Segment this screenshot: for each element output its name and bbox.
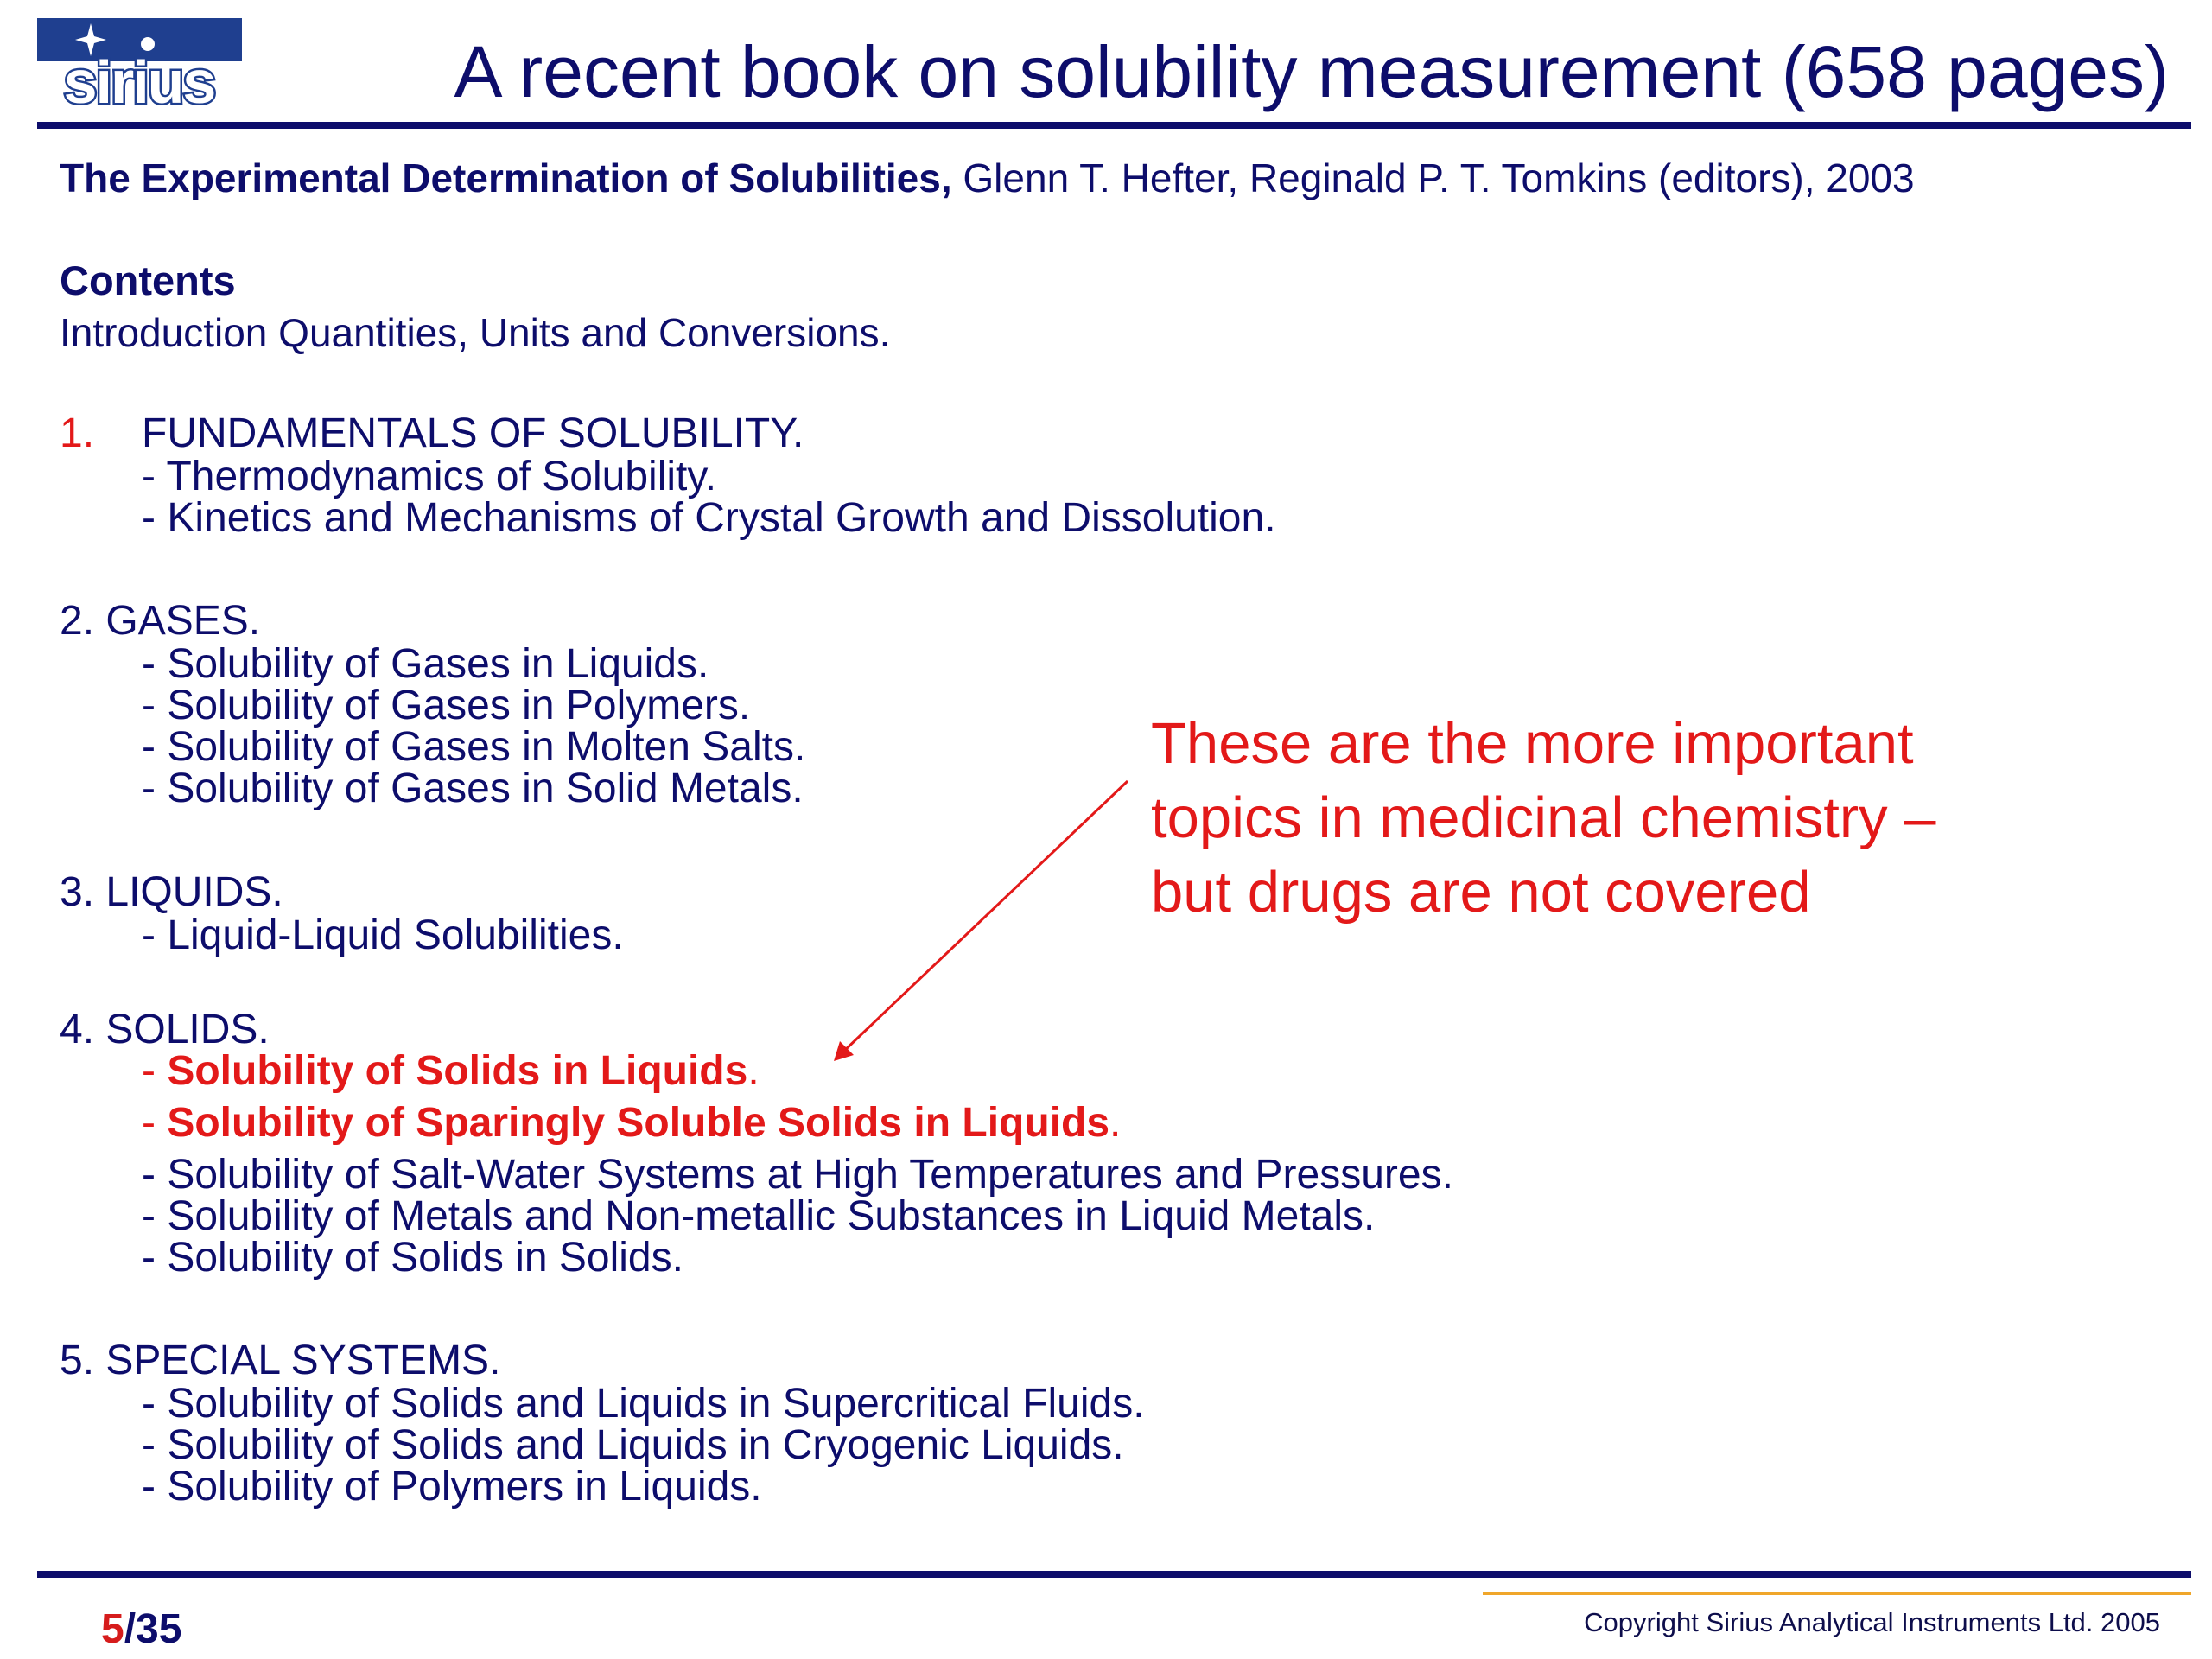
section-3-heading: 3. LIQUIDS.: [60, 869, 283, 915]
list-item: - Liquid-Liquid Solubilities.: [142, 912, 624, 958]
page-total: /35: [124, 1606, 182, 1652]
list-item: - Solubility of Solids and Liquids in Supercritical Fluids.: [142, 1381, 1145, 1427]
list-item: - Solubility of Gases in Molten Salts.: [142, 724, 806, 770]
section-1-title: FUNDAMENTALS OF SOLUBILITY.: [142, 410, 804, 456]
highlighted-item-text: Solubility of Solids in Liquids: [167, 1048, 748, 1094]
logo-wordmark: sirius: [63, 48, 215, 109]
contents-heading: Contents: [60, 257, 236, 303]
annotation-line: These are the more important: [1151, 711, 1914, 776]
section-1-heading: [60, 412, 804, 455]
list-item: - Solubility of Gases in Polymers.: [142, 683, 751, 728]
highlighted-list-item: [142, 1100, 1122, 1146]
list-item: - Solubility of Solids and Liquids in Cryogenic Liquids.: [142, 1422, 1124, 1468]
highlighted-list-item: [142, 1048, 760, 1094]
slide-title: A recent book on solubility measurement (658 pages): [454, 31, 2169, 112]
list-item: - Kinetics and Mechanisms of Crystal Growth and Dissolution.: [142, 495, 1276, 541]
highlighted-item-text: Solubility of Sparingly Soluble Solids in Liquids: [167, 1100, 1110, 1146]
list-item: - Thermodynamics of Solubility.: [142, 454, 717, 499]
annotation-callout: [1151, 707, 2145, 930]
footer-divider: [37, 1571, 2191, 1578]
sirius-star-logo-icon: [37, 18, 242, 109]
annotation-line: but drugs are not covered: [1151, 860, 1811, 925]
book-title: The Experimental Determination of Solubilities,: [60, 156, 952, 200]
book-citation: [60, 154, 1915, 202]
section-5-heading: 5. SPECIAL SYSTEMS.: [60, 1338, 501, 1383]
list-item: - Solubility of Solids in Solids.: [142, 1235, 683, 1281]
list-item: - Solubility of Polymers in Liquids.: [142, 1464, 762, 1510]
copyright-notice: Copyright Sirius Analytical Instruments Ltd. 2005: [1584, 1607, 2160, 1637]
page-current: 5: [101, 1606, 124, 1652]
section-2-heading: 2. GASES.: [60, 598, 261, 644]
book-authors: Glenn T. Hefter, Reginald P. T. Tomkins (editors), 2003: [951, 156, 1915, 200]
footer-accent-line: [1483, 1592, 2191, 1595]
page-number: [101, 1604, 181, 1656]
contents-intro: Introduction Quantities, Units and Conversions.: [60, 310, 891, 355]
list-item: - Solubility of Gases in Solid Metals.: [142, 766, 804, 811]
item-period: .: [1109, 1100, 1122, 1146]
annotation-line: topics in medicinal chemistry –: [1151, 785, 1936, 850]
section-4-heading: 4. SOLIDS.: [60, 1007, 270, 1052]
section-1-number: 1.: [60, 410, 95, 456]
item-period: .: [747, 1048, 760, 1094]
item-dash: -: [142, 1100, 168, 1146]
item-dash: -: [142, 1048, 168, 1094]
title-divider: [37, 122, 2191, 129]
sirius-logo: [37, 18, 242, 109]
list-item: - Solubility of Metals and Non-metallic Substances in Liquid Metals.: [142, 1193, 1376, 1239]
list-item: - Solubility of Gases in Liquids.: [142, 641, 709, 687]
list-item: - Solubility of Salt-Water Systems at High Temperatures and Pressures.: [142, 1152, 1453, 1198]
